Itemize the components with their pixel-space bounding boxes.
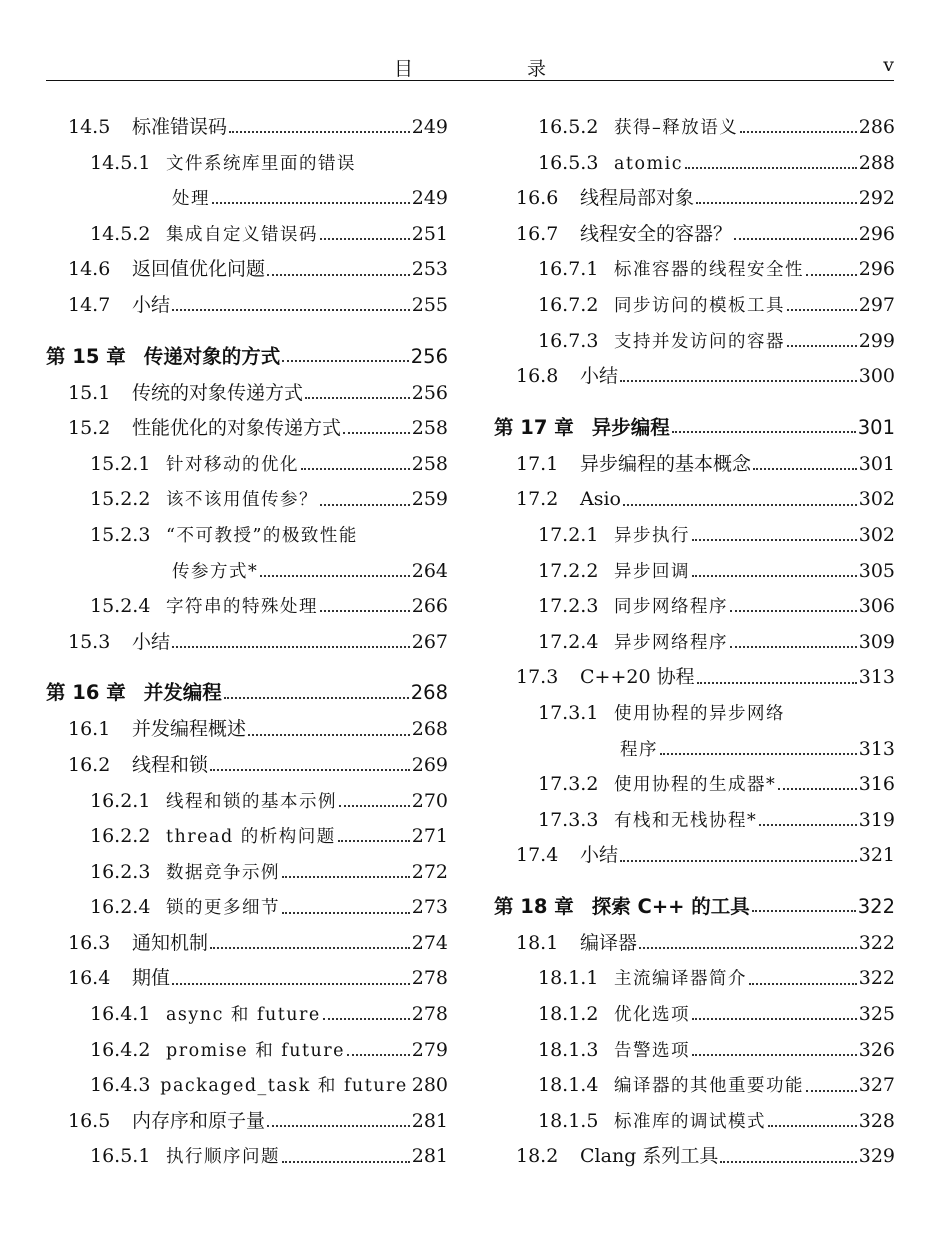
toc-entry <box>494 625 895 661</box>
toc-entry <box>494 1068 895 1104</box>
toc-chapter-entry <box>46 674 448 712</box>
toc-entry <box>46 625 448 661</box>
toc-entry <box>46 554 448 590</box>
toc-entry-page: 299 <box>858 329 895 352</box>
toc-entry <box>46 217 448 253</box>
toc-entry-number: 16.2.1 <box>90 789 151 812</box>
toc-entry-page: 264 <box>411 559 448 582</box>
toc-entry-title: 传参方式* <box>172 561 259 582</box>
toc-entry-title: 并发编程 <box>143 681 222 705</box>
toc-entry-page: 306 <box>858 595 895 618</box>
toc-entry-title: 性能优化的对象传递方式 <box>132 417 342 440</box>
toc-entry-page: 305 <box>858 559 895 582</box>
toc-entry-number: 15.1 <box>68 381 111 404</box>
toc-entry-page: 270 <box>411 789 448 812</box>
toc-entry-title: 程序 <box>620 739 658 760</box>
dot-leader <box>685 166 857 169</box>
toc-entry-title: 小结 <box>132 630 171 653</box>
toc-entry-title: 异步编程的基本概念 <box>580 452 752 475</box>
toc-entry <box>46 1033 448 1069</box>
toc-entry <box>46 961 448 997</box>
dot-leader <box>620 379 857 382</box>
toc-entry-number: 18.1.1 <box>538 967 599 990</box>
toc-entry-page: 302 <box>858 488 895 511</box>
toc-entry-title: 小结 <box>580 365 619 388</box>
toc-entry-page: 271 <box>411 825 448 848</box>
toc-entry-title: 执行顺序问题 <box>166 1147 280 1168</box>
toc-entry <box>46 181 448 217</box>
toc-entry-page: 322 <box>857 894 895 918</box>
toc-entry-page: 274 <box>411 931 448 954</box>
toc-entry-number: 17.3.3 <box>538 808 599 831</box>
toc-entry <box>494 217 895 253</box>
toc-entry-title: 返回值优化问题 <box>132 258 266 281</box>
toc-entry-number: 18.1.3 <box>538 1038 599 1061</box>
dot-leader <box>248 733 410 736</box>
toc-entry-page: 327 <box>858 1074 895 1097</box>
dot-leader <box>282 359 409 362</box>
toc-entry <box>46 819 448 855</box>
toc-entry-page: 316 <box>858 773 895 796</box>
toc-entry-title: 并发编程概述 <box>132 718 247 741</box>
toc-entry-title: 支持并发访问的容器 <box>614 331 785 352</box>
dot-leader <box>692 1053 857 1056</box>
toc-entry-number: 18.1.4 <box>538 1074 599 1097</box>
toc-entry-number: 16.7 <box>516 222 559 245</box>
toc-entry-title: 优化选项 <box>614 1005 690 1026</box>
toc-entry-number: 第 17 章 <box>494 415 574 439</box>
toc-entry-page: 322 <box>858 931 895 954</box>
dot-leader <box>759 823 856 826</box>
toc-entry-page: 268 <box>410 681 448 705</box>
toc-entry-title: 探索 C++ 的工具 <box>591 894 750 918</box>
toc-entry-page: 286 <box>858 116 895 138</box>
toc-entry <box>46 748 448 784</box>
toc-entry-number: 15.2 <box>68 417 111 440</box>
toc-entry <box>46 146 448 182</box>
page-header <box>46 52 894 81</box>
dot-leader <box>172 982 410 985</box>
toc-entry-title: packaged_task 和 future <box>160 1076 408 1097</box>
toc-chapter-entry <box>494 888 895 926</box>
header-page-number: v <box>883 54 894 76</box>
dot-leader <box>282 1160 410 1163</box>
dot-leader <box>339 804 410 807</box>
toc-entry-title: promise 和 future <box>166 1040 346 1061</box>
dot-leader <box>347 1053 410 1056</box>
toc-entry-page: 279 <box>411 1038 448 1061</box>
toc-entry-number: 第 15 章 <box>46 344 126 368</box>
toc-entry-title: 获得–释放语义 <box>614 118 739 138</box>
toc-entry-number: 16.5.3 <box>538 151 599 174</box>
toc-entry <box>494 1104 895 1140</box>
toc-entry-number: 18.2 <box>516 1145 559 1168</box>
toc-entry-number: 17.2 <box>516 488 559 511</box>
dot-leader <box>260 574 409 577</box>
dot-leader <box>320 609 410 612</box>
toc-entry <box>494 589 895 625</box>
toc-entry <box>46 447 448 483</box>
dot-leader <box>787 308 857 311</box>
toc-entry-number: 14.7 <box>68 293 111 316</box>
toc-entry-title: 同步网络程序 <box>614 597 728 618</box>
toc-entry-page: 273 <box>411 896 448 919</box>
toc-entry-title: 内存序和原子量 <box>132 1109 266 1132</box>
toc-entry-page: 292 <box>858 187 895 210</box>
toc-entry-page: 269 <box>411 753 448 776</box>
toc-entry-page: 267 <box>411 630 448 653</box>
toc-entry-number: 15.2.3 <box>90 523 151 546</box>
toc-entry-page: 301 <box>857 415 895 439</box>
toc-entry-title: 期值 <box>132 967 171 990</box>
toc-entry-page: 328 <box>858 1109 895 1132</box>
dot-leader <box>229 130 410 133</box>
toc-entry-title: 标准错误码 <box>132 116 228 138</box>
toc-entry-title: 异步回调 <box>614 561 690 582</box>
toc-chapter-entry <box>494 409 895 447</box>
toc-entry <box>494 838 895 874</box>
toc-entry-title: 异步执行 <box>614 525 690 546</box>
toc-entry-title: 使用协程的异步网络 <box>614 703 785 724</box>
dot-leader <box>320 503 410 506</box>
toc-entry-number: 第 16 章 <box>46 681 126 705</box>
toc-entry-page: 253 <box>411 258 448 281</box>
toc-entry-page: 329 <box>858 1145 895 1168</box>
toc-entry-page: 296 <box>858 222 895 245</box>
dot-leader <box>210 946 410 949</box>
toc-entry <box>494 803 895 839</box>
dot-leader <box>323 1017 410 1020</box>
toc-entry-title: 线程和锁 <box>132 753 209 776</box>
toc-entry-page: 256 <box>410 344 448 368</box>
toc-entry-title: thread 的析构问题 <box>166 827 336 848</box>
toc-entry-number: 16.2.3 <box>90 860 151 883</box>
toc-entry <box>494 359 895 395</box>
toc-entry <box>494 324 895 360</box>
toc-entry <box>494 660 895 696</box>
toc-entry-page: 300 <box>858 365 895 388</box>
toc-entry <box>494 767 895 803</box>
toc-chapter-entry <box>46 338 448 376</box>
toc-entry-title: 标准容器的线程安全性 <box>614 260 804 281</box>
dot-leader <box>696 201 857 204</box>
toc-entry-page: 309 <box>858 630 895 653</box>
toc-entry <box>46 712 448 748</box>
toc-entry-page: 256 <box>411 381 448 404</box>
dot-leader <box>343 431 410 434</box>
toc-entry <box>494 482 895 518</box>
toc-left-column <box>46 110 448 1175</box>
dot-leader <box>753 467 857 470</box>
toc-entry-number: 17.1 <box>516 452 559 475</box>
toc-entry <box>494 447 895 483</box>
dot-leader <box>806 273 857 276</box>
dot-leader <box>692 574 857 577</box>
dot-leader <box>692 1017 857 1020</box>
toc-entry <box>46 376 448 412</box>
dot-leader <box>730 645 857 648</box>
dot-leader <box>806 1089 857 1092</box>
dot-leader <box>210 768 410 771</box>
toc-entry-number: 14.5 <box>68 116 111 138</box>
toc-entry <box>494 110 895 146</box>
toc-entry-page: 280 <box>411 1074 448 1097</box>
toc-entry <box>494 732 895 768</box>
dot-leader <box>212 201 410 204</box>
toc-entry-number: 17.2.2 <box>538 559 599 582</box>
toc-entry-title: 字符串的特殊处理 <box>166 597 318 618</box>
toc-entry-title: 使用协程的生成器* <box>614 775 777 796</box>
toc-entry-number: 14.5.1 <box>90 151 151 174</box>
dot-leader <box>660 752 857 755</box>
toc-entry-number: 16.4 <box>68 967 111 990</box>
toc-entry <box>46 589 448 625</box>
toc-entry-number: 16.1 <box>68 718 111 741</box>
dot-leader <box>282 875 410 878</box>
toc-entry-page: 258 <box>411 452 448 475</box>
toc-entry-page: 302 <box>858 523 895 546</box>
toc-entry-page: 278 <box>411 1003 448 1026</box>
toc-entry-number: 16.4.1 <box>90 1003 151 1026</box>
dot-leader <box>730 609 857 612</box>
toc-entry <box>46 997 448 1033</box>
toc-entry-number: 17.3.1 <box>538 701 599 724</box>
toc-entry-page: 251 <box>411 222 448 245</box>
toc-entry-page: 326 <box>858 1038 895 1061</box>
toc-entry-page: 281 <box>411 1109 448 1132</box>
toc-entry-page: 249 <box>411 187 448 210</box>
toc-entry-number: 16.8 <box>516 365 559 388</box>
toc-entry <box>494 146 895 182</box>
dot-leader <box>267 1124 410 1127</box>
dot-leader <box>320 237 410 240</box>
toc-entry-title: 主流编译器简介 <box>614 969 747 990</box>
toc-entry-page: 297 <box>858 293 895 316</box>
toc-entry-page: 281 <box>411 1145 448 1168</box>
toc-entry-number: 15.2.1 <box>90 452 151 475</box>
toc-entry <box>46 1139 448 1175</box>
toc-entry <box>46 1068 448 1104</box>
toc-entry-page: 301 <box>858 452 895 475</box>
toc-entry <box>46 411 448 447</box>
dot-leader <box>720 1160 856 1163</box>
dot-leader <box>224 696 409 699</box>
toc-entry-number: 17.2.4 <box>538 630 599 653</box>
toc-entry <box>494 961 895 997</box>
toc-entry-number: 第 18 章 <box>494 894 574 918</box>
toc-entry <box>46 518 448 554</box>
toc-entry <box>494 554 895 590</box>
toc-entry-number: 16.5.1 <box>90 1145 151 1168</box>
toc-entry-number: 15.2.2 <box>90 488 151 511</box>
toc-entry <box>46 926 448 962</box>
toc-entry-title: 该不该用值传参？ <box>166 490 318 511</box>
toc-entry-title: 同步访问的模板工具 <box>614 295 785 316</box>
toc-entry <box>494 252 895 288</box>
toc-entry-title: 针对移动的优化 <box>166 454 299 475</box>
toc-entry-title: 告警选项 <box>614 1040 690 1061</box>
dot-leader <box>692 538 857 541</box>
toc-entry-number: 16.2 <box>68 753 111 776</box>
toc-entry-title: 线程局部对象 <box>580 187 695 210</box>
toc-entry <box>494 518 895 554</box>
toc-entry-number: 14.6 <box>68 258 111 281</box>
toc-entry-title: async 和 future <box>166 1005 321 1026</box>
toc-entry-title: 编译器 <box>580 931 638 954</box>
toc-entry-title: 传递对象的方式 <box>143 344 281 368</box>
toc-entry-page: 325 <box>858 1003 895 1026</box>
toc-entry-title: 小结 <box>580 844 619 867</box>
toc-entry-page: 278 <box>411 967 448 990</box>
toc-entry-title: 小结 <box>132 293 171 316</box>
dot-leader <box>282 911 410 914</box>
toc-entry-page: 322 <box>858 967 895 990</box>
toc-entry-number: 15.3 <box>68 630 111 653</box>
toc-entry <box>494 997 895 1033</box>
toc-entry <box>46 784 448 820</box>
toc-entry-title: 标准库的调试模式 <box>614 1111 766 1132</box>
toc-entry-number: 17.3 <box>516 666 559 689</box>
toc-entry-number: 14.5.2 <box>90 222 151 245</box>
toc-entry-number: 18.1 <box>516 931 559 954</box>
dot-leader <box>749 982 857 985</box>
toc-entry-number: 16.4.2 <box>90 1038 151 1061</box>
toc-entry-page: 321 <box>858 844 895 867</box>
toc-entry-number: 16.7.2 <box>538 293 599 316</box>
toc-entry-title: 异步网络程序 <box>614 632 728 653</box>
header-title: 目 录 <box>393 58 601 80</box>
toc-entry <box>494 1139 895 1175</box>
toc-entry-title: 编译器的其他重要功能 <box>614 1076 804 1097</box>
toc-entry-title: 集成自定义错误码 <box>166 224 318 245</box>
toc-entry-page: 296 <box>858 258 895 281</box>
toc-entry-number: 16.2.4 <box>90 896 151 919</box>
toc-entry <box>494 926 895 962</box>
toc-entry <box>46 890 448 926</box>
dot-leader <box>672 430 856 433</box>
dot-leader <box>697 681 857 684</box>
toc-entry <box>46 288 448 324</box>
toc-entry-number: 16.6 <box>516 187 559 210</box>
toc-entry-page: 313 <box>858 737 895 760</box>
dot-leader <box>301 467 410 470</box>
toc-entry-number: 16.7.3 <box>538 329 599 352</box>
toc-entry-number: 16.5 <box>68 1109 111 1132</box>
toc-entry-page: 268 <box>411 718 448 741</box>
toc-entry-page: 288 <box>858 151 895 174</box>
toc-entry-number: 16.5.2 <box>538 116 599 138</box>
toc-entry-title: C++20 协程 <box>580 666 695 689</box>
toc-entry-number: 16.2.2 <box>90 825 151 848</box>
dot-leader <box>623 503 857 506</box>
toc-entry-title: 处理 <box>172 189 210 210</box>
toc-entry <box>494 181 895 217</box>
toc-entry-page: 258 <box>411 417 448 440</box>
toc-entry-page: 249 <box>411 116 448 138</box>
toc-entry <box>46 855 448 891</box>
toc-entry <box>494 1033 895 1069</box>
dot-leader <box>620 859 857 862</box>
dot-leader <box>172 645 410 648</box>
toc-entry-title: atomic <box>614 153 683 174</box>
dot-leader <box>787 344 857 347</box>
toc-entry-number: 17.4 <box>516 844 559 867</box>
toc-entry <box>494 288 895 324</box>
toc-entry-number: 16.7.1 <box>538 258 599 281</box>
toc-entry-number: 15.2.4 <box>90 595 151 618</box>
toc-entry-title: 数据竞争示例 <box>166 862 280 883</box>
toc-entry-title: Asio <box>580 488 621 511</box>
toc-entry-number: 17.2.1 <box>538 523 599 546</box>
dot-leader <box>267 273 410 276</box>
toc-entry-number: 17.3.2 <box>538 773 599 796</box>
toc-entry-page: 259 <box>411 488 448 511</box>
toc-entry-title: 有栈和无栈协程* <box>614 810 758 831</box>
toc-entry-page: 319 <box>858 808 895 831</box>
toc-entry-page: 266 <box>411 595 448 618</box>
dot-leader <box>734 237 857 240</box>
toc-entry-number: 16.3 <box>68 931 111 954</box>
toc-entry <box>46 110 448 146</box>
toc-entry-number: 16.4.3 <box>90 1074 151 1097</box>
dot-leader <box>768 1124 857 1127</box>
toc-entry-title: 通知机制 <box>132 931 209 954</box>
toc-entry-title: 线程安全的容器？ <box>580 222 733 245</box>
toc-entry-number: 17.2.3 <box>538 595 599 618</box>
toc-entry <box>46 1104 448 1140</box>
toc-entry-title: Clang 系列工具 <box>580 1145 719 1168</box>
dot-leader <box>740 130 856 133</box>
toc-entry-title: 文件系统库里面的错误 <box>166 153 356 174</box>
toc-entry <box>494 696 895 732</box>
dot-leader <box>752 909 856 912</box>
toc-entry-title: 传统的对象传递方式 <box>132 381 304 404</box>
toc-right-column <box>494 110 895 1175</box>
toc-entry-number: 18.1.5 <box>538 1109 599 1132</box>
toc-entry-title: 异步编程 <box>591 415 670 439</box>
toc-entry-page: 313 <box>858 666 895 689</box>
toc-entry <box>46 252 448 288</box>
toc-entry-page: 272 <box>411 860 448 883</box>
dot-leader <box>778 787 856 790</box>
toc-entry-title: 锁的更多细节 <box>166 898 280 919</box>
toc-entry <box>46 482 448 518</box>
dot-leader <box>639 946 857 949</box>
dot-leader <box>305 396 410 399</box>
toc-entry-title: 线程和锁的基本示例 <box>166 791 337 812</box>
dot-leader <box>172 308 410 311</box>
toc-entry-page: 255 <box>411 293 448 316</box>
toc-entry-number: 18.1.2 <box>538 1003 599 1026</box>
toc-entry-title: “不可教授”的极致性能 <box>166 525 358 546</box>
dot-leader <box>338 839 410 842</box>
